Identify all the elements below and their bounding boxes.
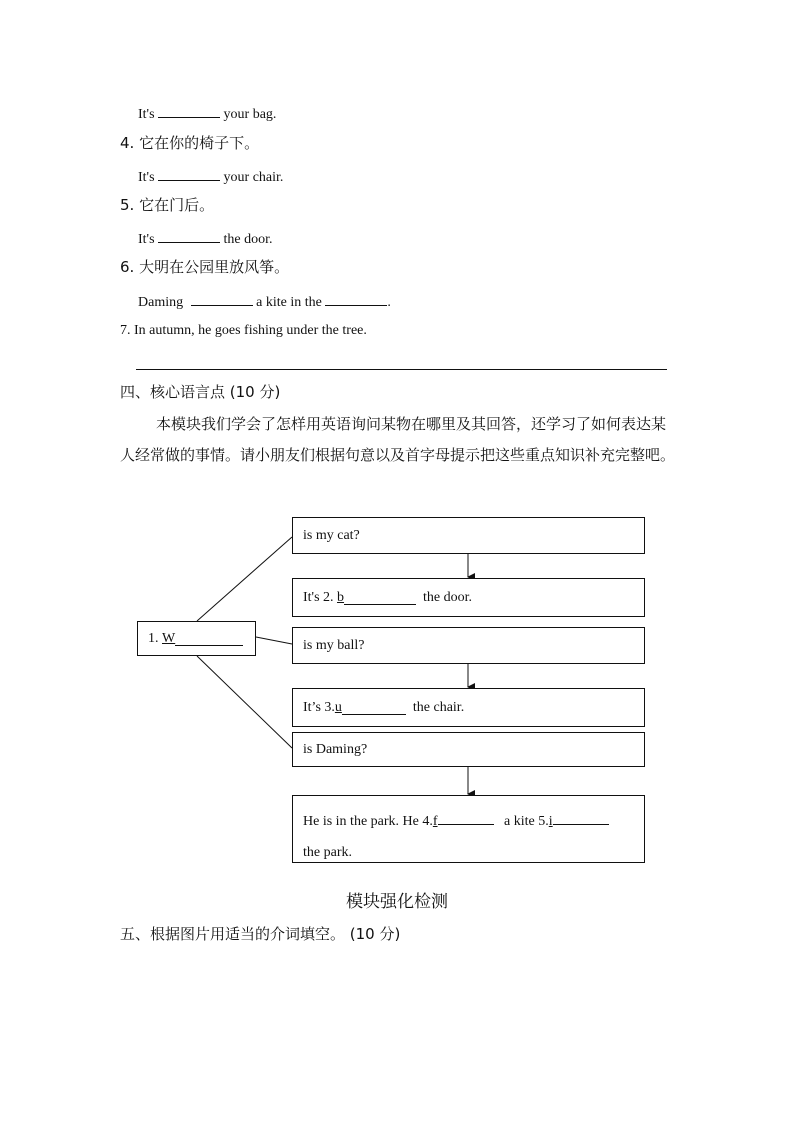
answer-blank[interactable] [438,810,494,825]
answer-box-3-line1: He is in the park. He 4.f a kite 5.i [303,806,644,837]
answer-box-2: It’s 3. u the chair. [292,688,645,727]
connector-line [256,637,292,644]
section-title: 模块强化检测 [346,892,448,912]
item5-prompt: 5. 它在门后。 [120,196,215,214]
answer-box-3 [292,795,645,863]
item7-prompt: 7. In autumn, he goes fishing under the tree. [120,323,367,338]
question-box-1: is my cat? [292,517,645,554]
connector-line [197,537,292,621]
item3-answer-line: It's your bag. [138,103,276,124]
answer-blank[interactable] [342,700,406,715]
answer-box-3-line2: the park. [303,845,352,860]
section4-heading: 四、核心语言点 (10 分) [120,383,281,401]
answer-blank[interactable] [553,810,609,825]
item6-prompt: 6. 大明在公园里放风筝。 [120,258,290,276]
item4-answer-line: It's your chair. [138,166,283,187]
answer-blank[interactable] [175,631,243,646]
section4-instructions: 本模块我们学会了怎样用英语询问某物在哪里及其回答，还学习了如何表达某人经常做的事情。请小朋友们根据句意以及首字母提示把这些重点知识补充完整吧。 [120,415,676,464]
question-box-2: is my ball? [292,627,645,664]
item5-answer-line: It's the door. [138,228,273,249]
answer-box-1: It's 2. b the door. [292,578,645,617]
connector-line [197,656,292,748]
section5-heading: 五、根据图片用适当的介词填空。 (10 分) [120,925,401,943]
left-box-where: 1. W [137,621,256,656]
item4-prompt: 4. 它在你的椅子下。 [120,134,260,152]
question-box-3: is Daming? [292,732,645,767]
item6-answer-line: Daming a kite in the . [138,291,391,312]
answer-blank[interactable] [344,590,416,605]
